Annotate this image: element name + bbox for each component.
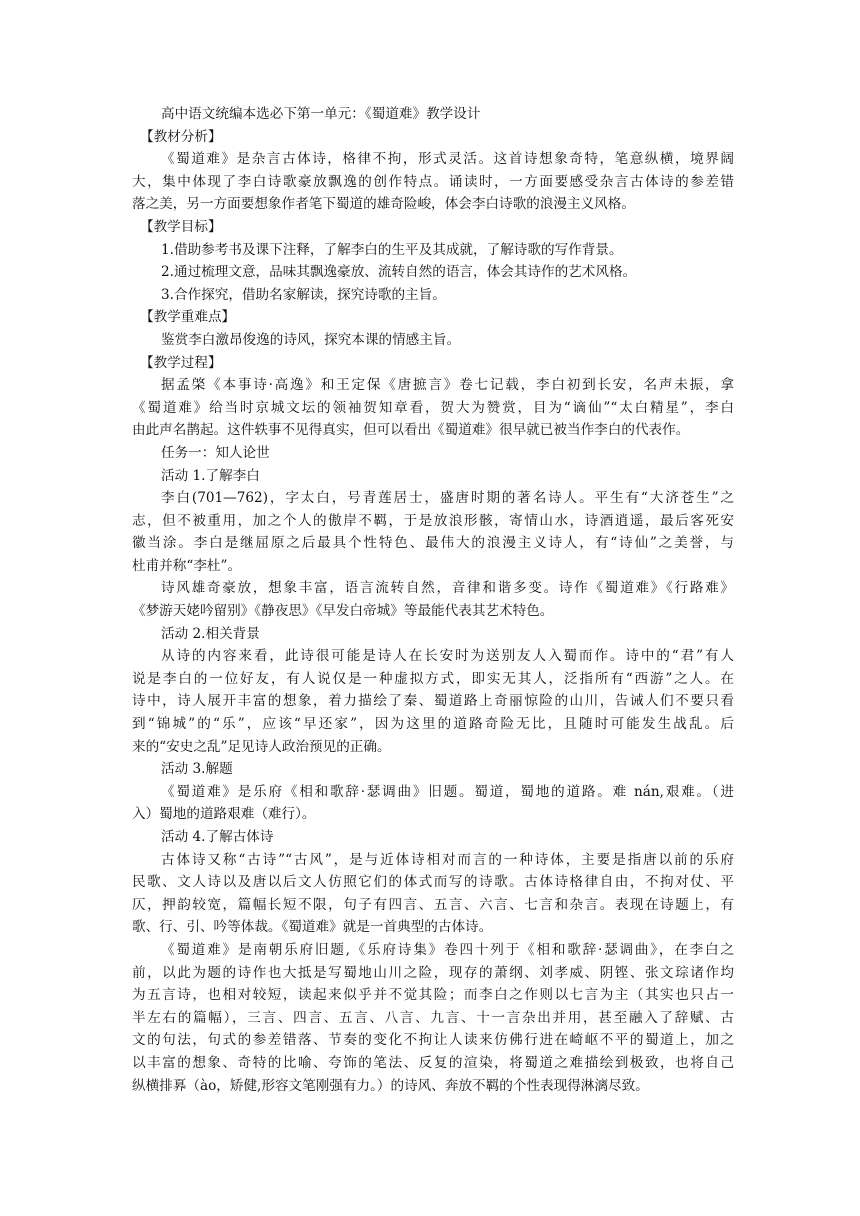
heading-analysis: 【教材分析】 — [140, 128, 222, 145]
paragraph-line: 《蜀道难》给当时京城文坛的领袖贺知章看，贺大为赞赏，目为“谪仙”“太白精星”，李白 — [132, 399, 734, 416]
paragraph-line: 民歌、文人诗以及唐以后文人仿照它们的体式而写的诗歌。古体诗格律自由，不拘对仗、平 — [132, 874, 734, 891]
paragraph-line: 从诗的内容来看，此诗很可能是诗人在长安时为送别友人入蜀而作。诗中的“君”有人 — [161, 648, 734, 665]
paragraph-line: 志，但不被重用，加之个人的傲岸不羁，于是放浪形骸，寄情山水，诗酒逍遥，最后客死安 — [132, 512, 734, 529]
paragraph-line: 为五言诗，也相对较短，读起来似乎并不觉其险；而李白之作则以七言为主（其实也只占一 — [132, 987, 734, 1004]
paragraph-line: 杜甫并称“李杜”。 — [132, 557, 242, 574]
paragraph-line: 诗风雄奇豪放，想象丰富，语言流转自然，音律和谐多变。诗作《蜀道难》《行路难》 — [161, 580, 734, 597]
paragraph-line: 《梦游天姥吟留别》《静夜思》《早发白帝城》等最能代表其艺术特色。 — [132, 603, 554, 620]
paragraph-line: 《蜀道难》是南朝乐府旧题,《乐府诗集》卷四十列于《相和歌辞·瑟调曲》，在李白之 — [161, 941, 734, 958]
paragraph-line: 据孟棨《本事诗·高逸》和王定保《唐摭言》卷七记载，李白初到长安，名声未振，拿 — [161, 377, 734, 394]
paragraph-line: 半左右的篇幅），三言、四言、五言、八言、九言、十一言杂出并用，甚至融入了辞赋、古 — [132, 1009, 734, 1026]
activity-heading: 活动 1.了解李白 — [161, 467, 260, 484]
heading-key-points: 【教学重难点】 — [140, 309, 236, 326]
task-heading: 任务一：知人论世 — [161, 444, 270, 461]
goal-item: 1.借助参考书及课下注释，了解李白的生平及其成就，了解诗歌的写作背景。 — [161, 241, 623, 258]
paragraph-line: 《蜀道难》是杂言古体诗，格律不拘，形式灵活。这首诗想象奇特，笔意纵横，境界阔 — [161, 151, 734, 168]
paragraph-line: 落之美，另一方面要想象作者笔下蜀道的雄奇险峻，体会李白诗歌的浪漫主义风格。 — [132, 196, 635, 213]
document-title: 高中语文统编本选必下第一单元：《蜀道难》教学设计 — [161, 106, 481, 122]
paragraph-line: 前，以此为题的诗作也大抵是写蜀地山川之险，现存的萧纲、刘孝威、阴铿、张文琮诸作均 — [132, 964, 734, 981]
paragraph-line: 大，集中体现了李白诗歌豪放飘逸的创作特点。诵读时，一方面要感受杂言古体诗的参差错 — [132, 173, 734, 190]
paragraph-line: 仄，押韵较宽，篇幅长短不限，句子有四言、五言、六言、七言和杂言。表现在诗题上，有 — [132, 896, 734, 913]
activity-heading: 活动 3.解题 — [161, 761, 233, 778]
paragraph-line: 文的句法，句式的参差错落、节奏的变化不拘让人读来仿佛行进在崎岖不平的蜀道上，加之 — [132, 1032, 734, 1049]
paragraph-line: 到“锦城”的“乐”，应该“早还家”，因为这里的道路奇险无比，且随时可能发生战乱。后 — [132, 716, 734, 733]
paragraph-line: 入）蜀地的道路艰难（难行）。 — [132, 806, 316, 823]
key-point-text: 鉴赏李白激昂俊逸的诗风，探究本课的情感主旨。 — [161, 331, 461, 348]
document-body — [132, 103, 734, 1097]
goal-item: 2.通过梳理文意，品味其飘逸豪放、流转自然的语言，体会其诗作的艺术风格。 — [161, 264, 637, 281]
paragraph-line: 说是李白的一位好友，有人说仅是一种虚拟方式，即实无其人，泛指所有“西游”之人。在 — [132, 670, 734, 687]
paragraph-line: 诗中，诗人展开丰富的想象，着力描绘了秦、蜀道路上奇丽惊险的山川，告诫人们不要只看 — [132, 693, 734, 710]
paragraph-line: 古体诗又称“古诗”“古风”，是与近体诗相对而言的一种诗体，主要是指唐以前的乐府 — [161, 851, 734, 868]
goal-item: 3.合作探究，借助名家解读，探究诗歌的主旨。 — [161, 286, 446, 303]
paragraph-line: 以丰富的想象、奇特的比喻、夸饰的笔法、反复的渲染，将蜀道之难描绘到极致，也将自己 — [132, 1054, 734, 1071]
activity-heading: 活动 2.相关背景 — [161, 625, 260, 642]
paragraph-line: 来的“安史之乱”足见诗人政治预见的正确。 — [132, 738, 391, 755]
paragraph-line: 歌、行、引、吟等体裁。《蜀道难》就是一首典型的古体诗。 — [132, 919, 493, 936]
paragraph-line: 徽当涂。李白是继屈原之后最具个性特色、最伟大的浪漫主义诗人，有“诗仙”之美誉，与 — [132, 535, 734, 552]
activity-heading: 活动 4.了解古体诗 — [161, 829, 274, 845]
heading-goals: 【教学目标】 — [140, 218, 222, 235]
paragraph-line: 由此声名鹊起。这件轶事不见得真实，但可以看出《蜀道难》很早就已被当作李白的代表作。 — [132, 422, 690, 439]
heading-process: 【教学过程】 — [140, 354, 222, 371]
paragraph-line: 李白(701—762)，字太白，号青莲居士，盛唐时期的著名诗人。平生有“大济苍生”之 — [161, 490, 734, 507]
paragraph-line: 《蜀道难》是乐府《相和歌辞·瑟调曲》旧题。蜀道，蜀地的道路。难 nán,艰难。（进 — [161, 783, 734, 800]
paragraph-line: 纵横排奡（ào，矫健,形容文笔刚强有力。）的诗风、奔放不羁的个性表现得淋漓尽致。 — [132, 1077, 649, 1094]
